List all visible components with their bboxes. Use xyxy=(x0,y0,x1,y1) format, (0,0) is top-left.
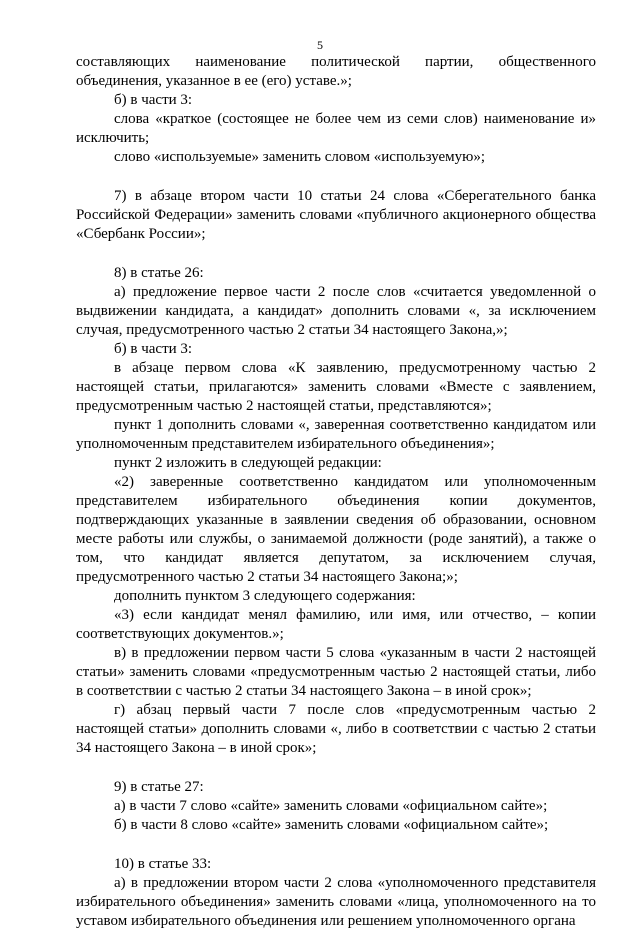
document-paragraph: 8) в статье 26: xyxy=(114,265,204,281)
document-paragraph: составляющих наименование политической партии, общественного объединения, указанное в ее (его) уставе.»; xyxy=(76,54,596,89)
document-paragraph: 7) в абзаце втором части 10 статьи 24 слова «Сберегательного банка Российской Федерации» заменить словами «публичного акционерного общества «Сбербанк России»; xyxy=(76,188,596,242)
document-paragraph: пункт 1 дополнить словами «, заверенная соответственно кандидатом или уполномоченным представителем избирательного объединения»; xyxy=(76,417,596,452)
document-paragraph: дополнить пунктом 3 следующего содержания: xyxy=(114,588,416,604)
document-paragraph: «3) если кандидат менял фамилию, или имя, или отчество, – копии соответствующих документов.»; xyxy=(76,607,596,642)
document-paragraph: б) в части 3: xyxy=(114,341,193,357)
document-paragraph: 9) в статье 27: xyxy=(114,779,204,795)
document-paragraph: б) в части 3: xyxy=(114,92,193,108)
document-paragraph: а) предложение первое части 2 после слов «считается уведомленной о выдвижении кандидата, а кандидат» дополнить словами «, за исключением случая, предусмотренного частью 2 статьи 34 настоящего Закона,»; xyxy=(76,284,596,338)
document-paragraph: а) в предложении втором части 2 слова «уполномоченного представителя избирательного объединения» заменить словами «лица, уполномоченного на то уставом избирательного объединения или решением уполномоченного органа xyxy=(76,875,596,929)
document-paragraph: а) в части 7 слово «сайте» заменить словами «официальном сайте»; xyxy=(114,798,548,814)
document-paragraph: слово «используемые» заменить словом «используемую»; xyxy=(114,149,486,165)
document-paragraph: «2) заверенные соответственно кандидатом или уполномоченным представителем избирательного объединения копии документов, подтверждающих указанные в заявлении сведения об образовании, основном месте работы или службы, о занимаемой должности (роде занятий), а также о том, что кандидат является депутатом, за исключением случая, предусмотренного частью 2 статьи 34 настоящего Закона;»; xyxy=(76,474,596,585)
document-paragraph: 10) в статье 33: xyxy=(114,856,212,872)
document-paragraph: пункт 2 изложить в следующей редакции: xyxy=(114,455,382,471)
document-body xyxy=(76,53,596,931)
page-number: 5 xyxy=(317,38,323,52)
document-paragraph: г) абзац первый части 7 после слов «предусмотренным частью 2 настоящей статьи» дополнить словами «, либо в соответствии с частью 2 статьи 34 настоящего Закона – в иной срок»; xyxy=(76,702,596,756)
document-paragraph: слова «краткое (состоящее не более чем из семи слов) наименование и» исключить; xyxy=(76,111,596,146)
document-paragraph: в) в предложении первом части 5 слова «указанным в части 2 настоящей статьи» заменить словами «предусмотренным частью 2 настоящей статьи, либо в соответствии с частью 2 статьи 34 настоящего Закона – в иной срок»; xyxy=(76,645,596,699)
document-paragraph: б) в части 8 слово «сайте» заменить словами «официальном сайте»; xyxy=(114,817,549,833)
document-paragraph: в абзаце первом слова «К заявлению, предусмотренному частью 2 настоящей статьи, прилагаются» заменить словами «Вместе с заявлением, предусмотренным частью 2 настоящей статьи, представляются»; xyxy=(76,360,596,414)
